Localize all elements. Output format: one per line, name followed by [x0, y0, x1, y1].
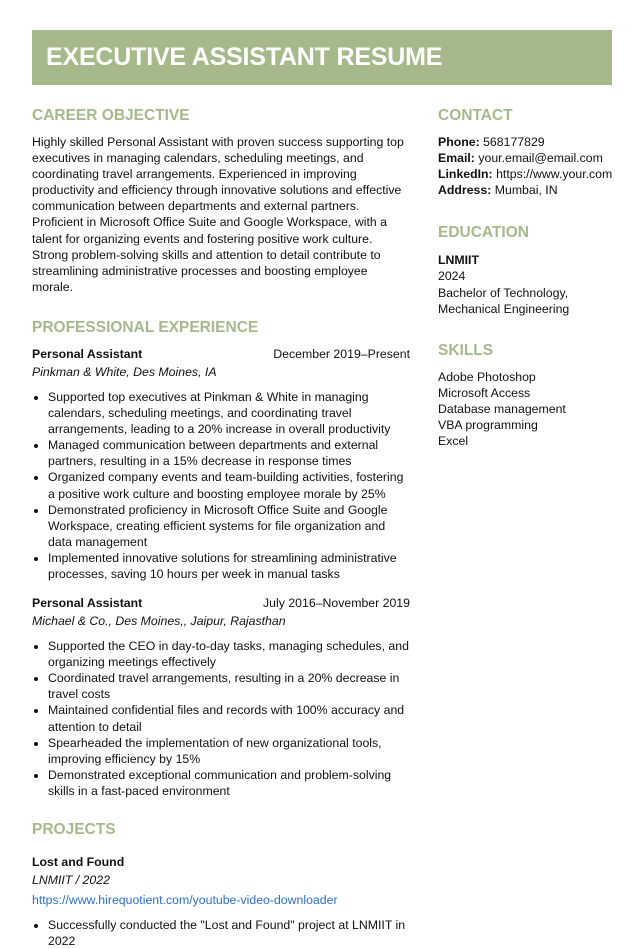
- education-school: LNMIIT: [438, 253, 479, 268]
- skill-item: Database management: [438, 401, 566, 416]
- contact-email: [438, 150, 618, 166]
- skill-item: Excel: [438, 434, 469, 449]
- project-entry: [32, 854, 410, 949]
- job-dates: July 2016–November 2019: [263, 596, 410, 611]
- job-dates: December 2019–Present: [273, 346, 410, 361]
- job-entry: [32, 346, 410, 582]
- address-value: Mumbai, IN: [494, 183, 558, 198]
- list-item: • Organized company events and team-building activities, fostering a positive work culture and boosting employee morale by 25%: [48, 469, 410, 501]
- job-header: [32, 595, 410, 611]
- header-banner: [32, 30, 612, 85]
- list-item: • Demonstrated exceptional communication and problem-solving skills in a fast-paced environment: [48, 767, 410, 799]
- experience-section: [32, 318, 410, 799]
- page-title: EXECUTIVE ASSISTANT RESUME: [46, 43, 443, 71]
- job-entry: [32, 595, 410, 799]
- section-title-objective: CAREER OBJECTIVE: [32, 107, 190, 124]
- contact-linkedin: [438, 166, 618, 182]
- project-name: Lost and Found: [32, 855, 125, 869]
- education-section: [438, 223, 618, 316]
- section-title-experience: PROFESSIONAL EXPERIENCE: [32, 318, 259, 336]
- career-objective-section: [32, 106, 410, 295]
- job-header: [32, 346, 410, 362]
- skill-item: VBA programming: [438, 418, 538, 433]
- list-item: • Supported top executives at Pinkman & White in managing calendars, scheduling meetings, and coordinating travel arrangements, leading to a 20% increase in overall productivity: [48, 389, 410, 437]
- education-year: 2024: [438, 269, 466, 284]
- email-value[interactable]: your.email@email.com: [478, 151, 603, 166]
- contact-address: [438, 182, 618, 198]
- projects-section: [32, 820, 410, 949]
- contact-section: [438, 106, 618, 198]
- project-meta: LNMIIT / 2022: [32, 873, 110, 887]
- phone-value: 568177829: [483, 135, 545, 149]
- linkedin-label: LinkedIn:: [438, 167, 493, 182]
- objective-text: Highly skilled Personal Assistant with proven success supporting top executives in managing calendars, scheduling meetings, and coordinating travel arrangements. Experienced in improving productivity and efficiency through innovative solutions and effective communication between departments and external partners. Proficient in Microsoft Office Suite and Google Workspace, with a talent for organizing events and fostering positive work culture. Strong problem-solving skills and attention to detail contribute to streamlining administrative processes and boosting employee morale.: [32, 135, 404, 294]
- project-link[interactable]: https://www.hirequotient.com/youtube-video-downloader: [32, 893, 338, 907]
- linkedin-value[interactable]: https://www.your.com: [496, 167, 613, 182]
- section-title-education: EDUCATION: [438, 224, 529, 242]
- education-degree: Bachelor of Technology, Mechanical Engineering: [438, 285, 570, 316]
- job-role: Personal Assistant: [32, 596, 143, 611]
- email-label: Email:: [438, 151, 475, 166]
- phone-label: Phone:: [438, 135, 480, 149]
- list-item: • Demonstrated proficiency in Microsoft Office Suite and Google Workspace, creating efficient systems for file organization and data management: [48, 502, 410, 550]
- project-bullets: [32, 917, 410, 949]
- list-item: • Supported the CEO in day-to-day tasks, managing schedules, and organizing meetings effectively: [48, 638, 410, 670]
- job-company: Pinkman & White, Des Moines, IA: [32, 364, 217, 379]
- list-item: • Managed communication between departments and external partners, resulting in a 15% decrease in response times: [48, 437, 410, 469]
- job-bullets: [32, 389, 410, 582]
- section-title-projects: PROJECTS: [32, 821, 116, 838]
- list-item: • Successfully conducted the "Lost and Found" project at LNMIIT in 2022: [48, 917, 410, 949]
- list-item: • Maintained confidential files and records with 100% accuracy and attention to detail: [48, 702, 410, 734]
- contact-phone: [438, 134, 618, 150]
- skill-item: Adobe Photoshop: [438, 369, 536, 384]
- list-item: • Coordinated travel arrangements, resulting in a 20% decrease in travel costs: [48, 670, 410, 702]
- job-company: Michael & Co., Des Moines,, Jaipur, Rajasthan: [32, 614, 286, 629]
- main-column: [32, 106, 410, 949]
- section-title-skills: SKILLS: [438, 341, 494, 359]
- skills-list: [438, 369, 618, 449]
- address-label: Address:: [438, 183, 492, 198]
- side-column: [438, 106, 618, 449]
- contact-list: [438, 134, 618, 198]
- job-bullets: [32, 638, 410, 799]
- education-entry: [438, 252, 618, 316]
- skills-section: [438, 341, 618, 449]
- section-title-contact: CONTACT: [438, 107, 513, 124]
- job-role: Personal Assistant: [32, 346, 143, 361]
- list-item: • Implemented innovative solutions for streamlining administrative processes, saving 10 hours per week in manual tasks: [48, 550, 410, 582]
- list-item: • Spearheaded the implementation of new organizational tools, improving efficiency by 15%: [48, 735, 410, 767]
- skill-item: Microsoft Access: [438, 385, 531, 400]
